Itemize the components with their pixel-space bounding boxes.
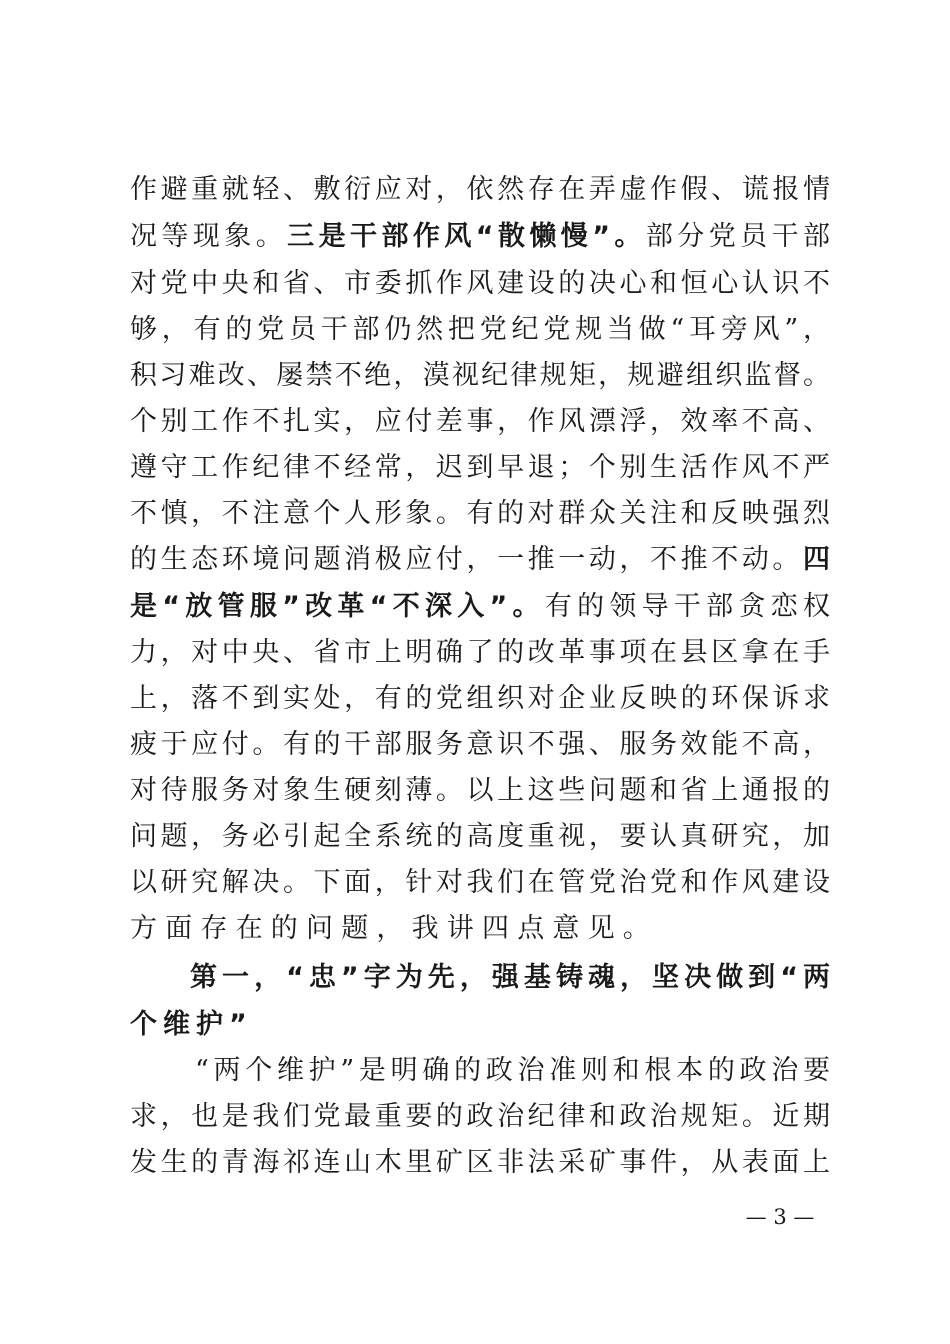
line-text: 问题，务必引起全系统的高度重视，要认真研究，加 [130,821,830,852]
section-heading [130,1002,830,1048]
page-number: — 3 — [745,1205,815,1229]
body-line [130,214,830,260]
line-text: 以研究解决。下面，针对我们在管党治党和作风建设 [130,867,830,898]
body-line [130,399,830,445]
body-line [130,353,830,399]
body-line [130,860,830,906]
body-line [130,1094,830,1140]
bold-subheading: 四 [803,544,830,575]
line-text: 作避重就轻、敷衍应对，依然存在弄虚作假、谎报情 [130,174,830,205]
line-text: 个别工作不扎实，应付差事，作风漂浮，效率不高、 [130,406,830,437]
line-text: 对待服务对象生硬刻薄。以上这些问题和省上通报的 [130,775,830,806]
body-line [130,814,830,860]
body-line [130,630,830,676]
line-text: 的生态环境问题消极应付，一推一动，不推不动。 [130,544,803,575]
body-line [130,307,830,353]
section-heading [190,955,830,1001]
body-line [130,261,830,307]
bold-subheading: 是“放管服”改革“不深入”。 [130,591,545,622]
line-text: 发生的青海祁连山木里矿区非法采矿事件，从表面上 [130,1147,830,1178]
line-text: 况等现象。 [130,221,288,252]
body-line [130,445,830,491]
body-line [130,537,830,583]
line-text: 上，落不到实处，有的党组织对企业反映的环保诉求 [130,683,830,714]
body-line [130,1140,830,1186]
line-text: 求，也是我们党最重要的政治纪律和政治规矩。近期 [130,1101,830,1132]
body-line [130,676,830,722]
line-text: 不慎，不注意个人形象。有的对群众关注和反映强烈 [130,498,830,529]
body-line [130,491,830,537]
body-line [195,1048,830,1094]
line-text: “两个维护”是明确的政治准则和根本的政治要 [195,1055,830,1086]
heading-text: 第一，“忠”字为先，强基铸魂，坚决做到“两 [190,962,830,993]
body-line [130,722,830,768]
body-line [130,584,830,630]
line-text: 对党中央和省、市委抓作风建设的决心和恒心认识不 [130,268,830,299]
body-line [130,167,830,213]
line-text: 够，有的党员干部仍然把党纪党规当做“耳旁风”， [130,314,830,345]
body-line [130,906,830,952]
body-line [130,768,830,814]
line-text: 部分党员干部 [645,221,830,252]
line-text: 遵守工作纪律不经常，迟到早退；个别生活作风不严 [130,452,830,483]
line-text: 方面存在的问题，我讲四点意见。 [130,913,658,944]
line-text: 疲于应付。有的干部服务意识不强、服务效能不高， [130,729,830,760]
heading-text: 个维护” [130,1009,253,1040]
line-text: 积习难改、屡禁不绝，漠视纪律规矩，规避组织监督。 [130,360,830,391]
line-text: 力，对中央、省市上明确了的改革事项在县区拿在手 [130,637,830,668]
bold-subheading: 三是干部作风“散懒慢”。 [287,221,646,252]
line-text: 有的领导干部贪恋权 [544,591,830,622]
